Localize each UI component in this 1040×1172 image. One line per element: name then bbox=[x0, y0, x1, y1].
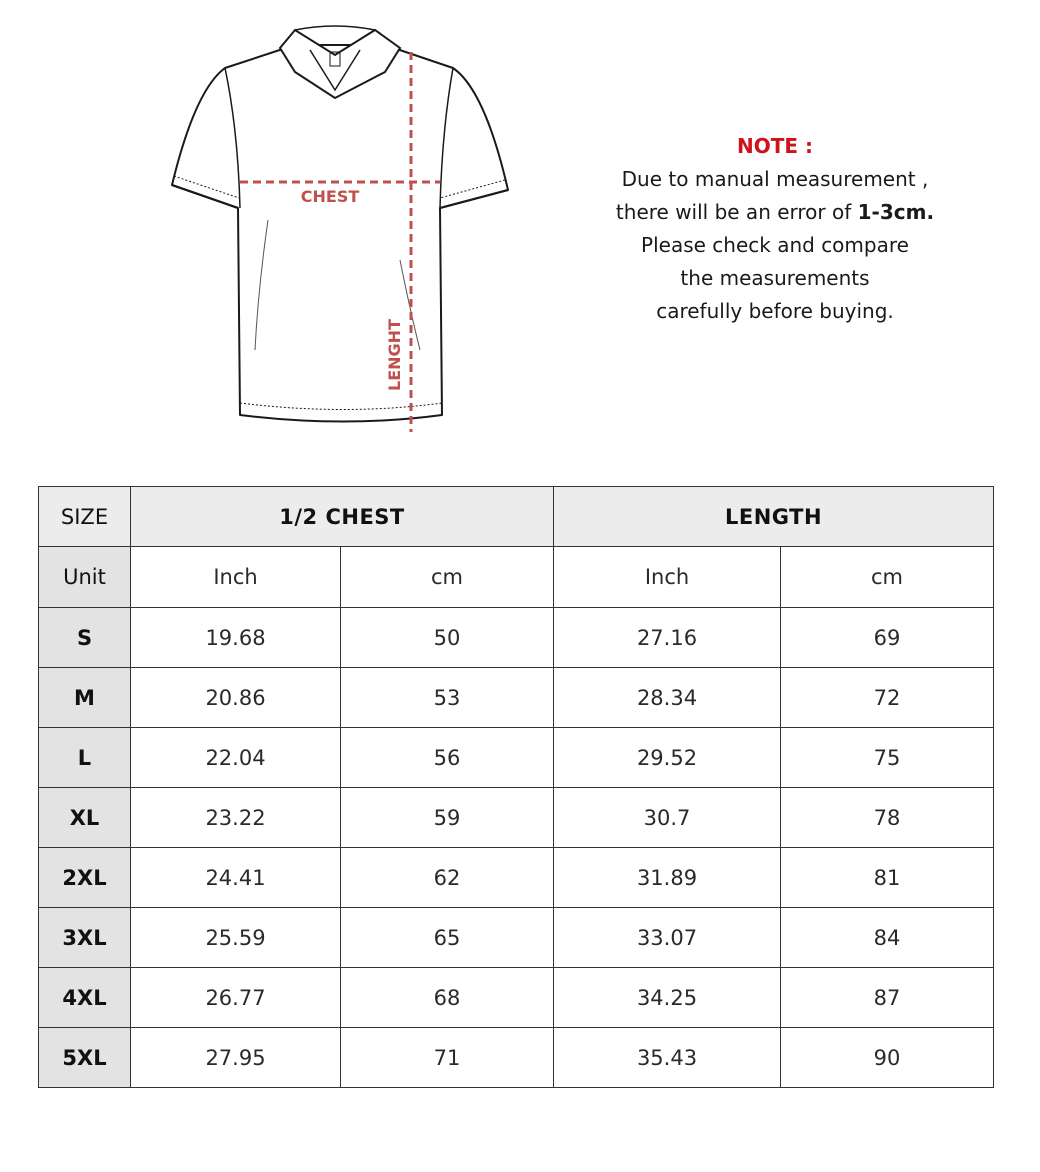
table-row bbox=[39, 1028, 994, 1088]
chest-cm-cell: 62 bbox=[341, 848, 554, 908]
chest-label: CHEST bbox=[300, 187, 360, 206]
size-cell: 2XL bbox=[39, 848, 131, 908]
table-row bbox=[39, 848, 994, 908]
chest-inch-cell: 22.04 bbox=[131, 728, 341, 788]
length-cm-cell: 72 bbox=[781, 668, 994, 728]
chest-inch-cell: 24.41 bbox=[131, 848, 341, 908]
length-cm-cell: 90 bbox=[781, 1028, 994, 1088]
length-inch-cell: 34.25 bbox=[554, 968, 781, 1028]
chest-inch-cell: 23.22 bbox=[131, 788, 341, 848]
chest-cm-cell: 53 bbox=[341, 668, 554, 728]
chest-inch-cell: 26.77 bbox=[131, 968, 341, 1028]
size-cell: M bbox=[39, 668, 131, 728]
shirt-diagram bbox=[160, 20, 530, 440]
size-table bbox=[38, 486, 994, 1088]
chest-cm-cell: 71 bbox=[341, 1028, 554, 1088]
chest-header: 1/2 CHEST bbox=[131, 487, 554, 547]
note-line-1: Due to manual measurement , bbox=[621, 167, 929, 191]
chest-cm-cell: 59 bbox=[341, 788, 554, 848]
table-row bbox=[39, 668, 994, 728]
length-inch-cell: 30.7 bbox=[554, 788, 781, 848]
chest-inch-cell: 20.86 bbox=[131, 668, 341, 728]
chest-cm-cell: 65 bbox=[341, 908, 554, 968]
note-line-2 bbox=[590, 196, 960, 229]
chest-inch-cell: 19.68 bbox=[131, 608, 341, 668]
table-row bbox=[39, 788, 994, 848]
length-inch-cell: 31.89 bbox=[554, 848, 781, 908]
chest-cm-cell: 56 bbox=[341, 728, 554, 788]
size-cell: S bbox=[39, 608, 131, 668]
length-inch-cell: 27.16 bbox=[554, 608, 781, 668]
size-cell: XL bbox=[39, 788, 131, 848]
size-cell: L bbox=[39, 728, 131, 788]
table-row bbox=[39, 968, 994, 1028]
note-line-5: carefully before buying. bbox=[656, 299, 894, 323]
size-cell: 4XL bbox=[39, 968, 131, 1028]
length-cm-cell: 81 bbox=[781, 848, 994, 908]
length-label: LENGHT bbox=[385, 319, 404, 391]
table-row bbox=[39, 608, 994, 668]
length-inch-cell: 35.43 bbox=[554, 1028, 781, 1088]
unit-row bbox=[39, 547, 994, 608]
note-line-2-text: there will be an error of bbox=[615, 200, 858, 224]
unit-length-inch: Inch bbox=[554, 547, 781, 608]
note-line-3: Please check and compare bbox=[641, 233, 909, 257]
length-inch-cell: 29.52 bbox=[554, 728, 781, 788]
unit-length-cm: cm bbox=[781, 547, 994, 608]
chest-cm-cell: 50 bbox=[341, 608, 554, 668]
table-row bbox=[39, 728, 994, 788]
length-inch-cell: 28.34 bbox=[554, 668, 781, 728]
unit-label: Unit bbox=[39, 547, 131, 608]
chest-inch-cell: 27.95 bbox=[131, 1028, 341, 1088]
table-row bbox=[39, 908, 994, 968]
note-error-range: 1-3cm. bbox=[857, 200, 935, 224]
length-cm-cell: 75 bbox=[781, 728, 994, 788]
table-header-row bbox=[39, 487, 994, 547]
length-cm-cell: 84 bbox=[781, 908, 994, 968]
size-cell: 5XL bbox=[39, 1028, 131, 1088]
length-header: LENGTH bbox=[554, 487, 994, 547]
note-line-4: the measurements bbox=[680, 266, 870, 290]
length-cm-cell: 69 bbox=[781, 608, 994, 668]
chest-cm-cell: 68 bbox=[341, 968, 554, 1028]
size-cell: 3XL bbox=[39, 908, 131, 968]
length-cm-cell: 87 bbox=[781, 968, 994, 1028]
length-cm-cell: 78 bbox=[781, 788, 994, 848]
unit-chest-inch: Inch bbox=[131, 547, 341, 608]
length-inch-cell: 33.07 bbox=[554, 908, 781, 968]
note-block bbox=[590, 130, 960, 328]
note-title: NOTE : bbox=[736, 134, 813, 158]
size-header: SIZE bbox=[39, 487, 131, 547]
chest-inch-cell: 25.59 bbox=[131, 908, 341, 968]
unit-chest-cm: cm bbox=[341, 547, 554, 608]
